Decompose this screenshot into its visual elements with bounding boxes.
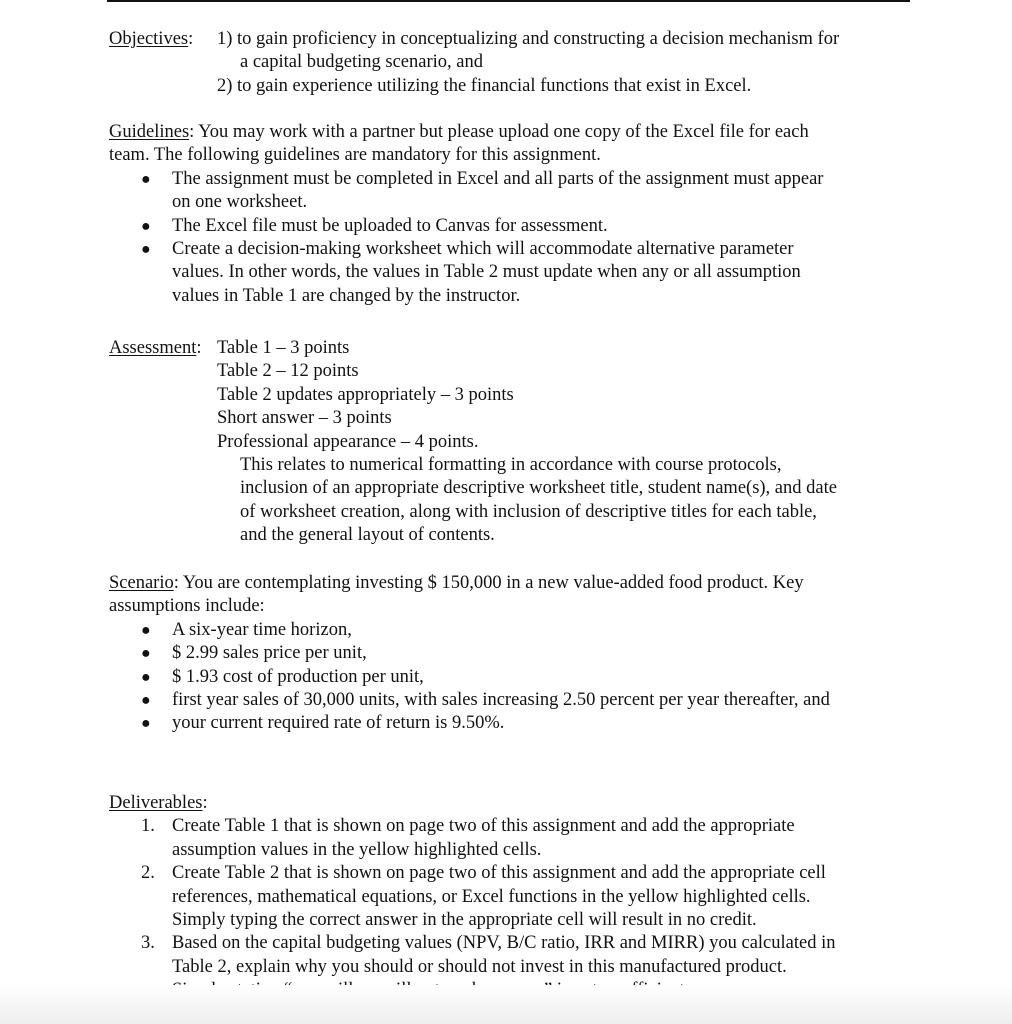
assessment-item: Table 2 – 12 points bbox=[217, 361, 359, 382]
bullet-icon: ● bbox=[141, 645, 151, 663]
assessment-item: Table 2 updates appropriately – 3 points bbox=[217, 384, 514, 405]
scenario-assumptions-list bbox=[109, 619, 919, 736]
objectives-section bbox=[109, 28, 919, 98]
bullet-icon: ● bbox=[141, 715, 151, 733]
list-item: ● first year sales of 30,000 units, with sales increasing 2.50 percent per year thereafter, and bbox=[109, 689, 919, 712]
list-item: ● The Excel file must be uploaded to Canvas for assessment. bbox=[109, 215, 919, 238]
assessment-item: Table 1 – 3 points bbox=[217, 338, 350, 358]
bullet-icon: ● bbox=[141, 217, 151, 235]
list-item: 2. Create Table 2 that is shown on page two of this assignment and add the appropriate cell references, mathematical equations, or Excel functions in the yellow highlighted cells. Simply typing the correct answer in the appropriate cell will result in no credit. bbox=[141, 863, 826, 931]
guidelines-list bbox=[109, 168, 919, 308]
bullet-icon: ● bbox=[141, 668, 151, 686]
deliverables-heading: Deliverables: bbox=[109, 793, 208, 813]
scenario-heading: Scenario bbox=[109, 573, 174, 593]
scenario-section bbox=[109, 572, 919, 736]
list-item: ● A six-year time horizon, bbox=[109, 619, 919, 642]
assessment-section bbox=[109, 337, 919, 548]
item-number: 3. bbox=[141, 933, 155, 954]
list-item: ● $ 1.93 cost of production per unit, bbox=[109, 666, 919, 689]
assessment-item: Short answer – 3 points bbox=[217, 408, 392, 429]
list-item: 3. Based on the capital budgeting values (NPV, B/C ratio, IRR and MIRR) you calculated in Table 2, explain why you should or should not invest in this manufactured product. bbox=[141, 933, 836, 977]
deliverables-section bbox=[109, 792, 919, 1003]
list-item: ● Create a decision-making worksheet which will accommodate alternative parameter values. In other words, the values in Table 2 must update when any or all assumption values in Table 1 are changed by the instructor. bbox=[141, 239, 801, 306]
bullet-icon: ● bbox=[141, 170, 151, 188]
item-number: 2. bbox=[141, 863, 155, 884]
item-number: 1. bbox=[141, 816, 155, 837]
guidelines-intro: Guidelines: You may work with a partner but please upload one copy of the Excel file for each bbox=[109, 122, 809, 142]
page-bottom-edge bbox=[0, 985, 1012, 1024]
objectives-heading: Objectives: bbox=[109, 29, 194, 49]
guidelines-intro-continued: team. The following guidelines are mandatory for this assignment. bbox=[109, 145, 601, 166]
guidelines-heading: Guidelines bbox=[109, 122, 190, 142]
assessment-description: This relates to numerical formatting in accordance with course protocols, inclusion of an appropriate descriptive worksheet title, student name(s), and date of worksheet creation, along with inclusion of descriptive titles for each table, and the general layout of contents. bbox=[240, 454, 837, 546]
list-item: ● $ 2.99 sales price per unit, bbox=[109, 642, 919, 665]
bullet-icon: ● bbox=[141, 692, 151, 710]
list-item: ● The assignment must be completed in Excel and all parts of the assignment must appear on one worksheet. bbox=[141, 168, 824, 213]
deliverables-list bbox=[109, 815, 919, 1002]
scenario-intro-continued: assumptions include: bbox=[109, 596, 265, 617]
bullet-icon: ● bbox=[141, 621, 151, 639]
objective-1: 1) to gain proficiency in conceptualizing and constructing a decision mechanism for bbox=[217, 29, 840, 49]
assessment-heading: Assessment: bbox=[109, 338, 202, 358]
bullet-icon: ● bbox=[141, 241, 151, 259]
list-item: ● your current required rate of return is 9.50%. bbox=[109, 712, 919, 735]
objective-2: 2) to gain experience utilizing the financial functions that exist in Excel. bbox=[217, 75, 752, 96]
top-horizontal-rule bbox=[107, 0, 910, 2]
assessment-item: Professional appearance – 4 points. bbox=[217, 431, 479, 452]
objective-1-continued: a capital budgeting scenario, and bbox=[240, 52, 483, 73]
list-item: 1. Create Table 1 that is shown on page two of this assignment and add the appropriate assumption values in the yellow highlighted cells. bbox=[141, 816, 795, 860]
guidelines-section bbox=[109, 121, 919, 308]
scenario-intro: Scenario: You are contemplating investing $ 150,000 in a new value-added food product. Key bbox=[109, 573, 804, 593]
